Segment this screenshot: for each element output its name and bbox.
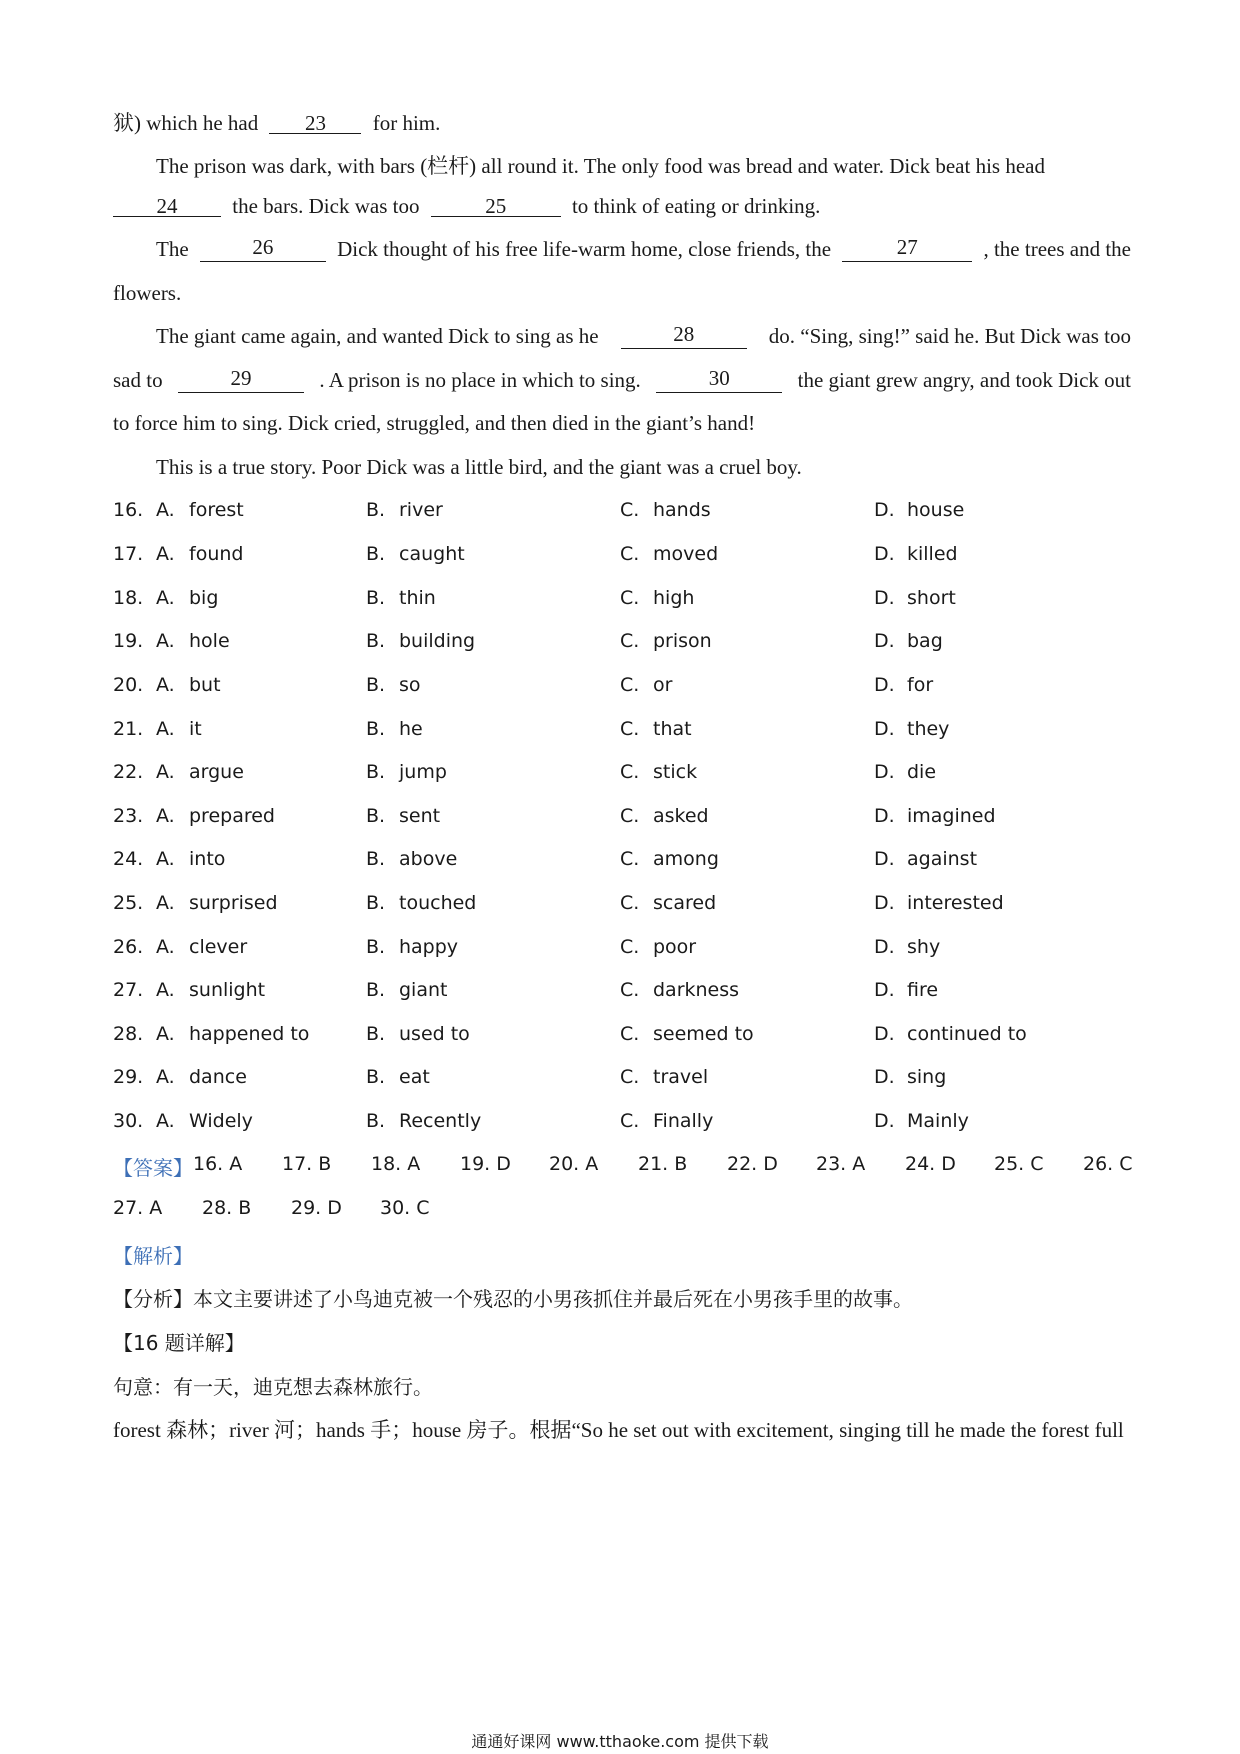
option-letter: A. — [156, 543, 175, 565]
answer-item: 30. C — [380, 1197, 430, 1219]
text-segment: the bars. Dick was too — [232, 194, 420, 218]
option-text: scared — [653, 892, 717, 914]
option-text: stick — [653, 761, 698, 783]
text-segment: sad to — [113, 368, 163, 392]
option-text: interested — [907, 892, 1004, 914]
option-text: among — [653, 848, 719, 870]
option-text: dance — [189, 1066, 247, 1088]
option-text: that — [653, 718, 692, 740]
option-letter: B. — [366, 936, 386, 958]
question-number: 29. — [113, 1066, 144, 1088]
option-c — [620, 979, 739, 1001]
option-d — [874, 1066, 946, 1088]
option-text: Recently — [399, 1110, 482, 1132]
q16-detail-line — [113, 1414, 1131, 1444]
option-text: prison — [653, 630, 712, 652]
option-letter: C. — [620, 674, 640, 696]
passage-line-9 — [156, 455, 1131, 480]
option-letter: A. — [156, 892, 175, 914]
option-c — [620, 543, 718, 565]
option-d — [874, 936, 940, 958]
option-letter: C. — [620, 848, 640, 870]
option-letter: A. — [156, 761, 175, 783]
option-text: house — [907, 499, 965, 521]
option-b — [366, 1066, 430, 1088]
option-c — [620, 1066, 708, 1088]
option-text: above — [399, 848, 458, 870]
option-letter: D. — [874, 543, 895, 565]
option-a — [156, 630, 230, 652]
option-letter: D. — [874, 892, 895, 914]
option-letter: D. — [874, 1066, 895, 1088]
option-b — [366, 499, 443, 521]
blank-29: 29 — [178, 368, 304, 393]
option-letter: D. — [874, 936, 895, 958]
option-text: sunlight — [189, 979, 266, 1001]
option-letter: A. — [156, 1023, 175, 1045]
option-text: killed — [907, 543, 958, 565]
option-letter: D. — [874, 674, 895, 696]
option-letter: A. — [156, 630, 175, 652]
question-number: 17. — [113, 543, 144, 565]
option-c — [620, 718, 692, 740]
answer-item: 21. B — [638, 1153, 688, 1175]
option-b — [366, 1110, 481, 1132]
option-text: seemed to — [653, 1023, 754, 1045]
option-text: shy — [907, 936, 941, 958]
option-letter: C. — [620, 499, 640, 521]
answer-item: 20. A — [549, 1153, 599, 1175]
option-d — [874, 979, 938, 1001]
option-b — [366, 1023, 470, 1045]
option-letter: A. — [156, 718, 175, 740]
option-letter: D. — [874, 499, 895, 521]
option-letter: C. — [620, 630, 640, 652]
answer-item: 25. C — [994, 1153, 1044, 1175]
text-segment: to think of eating or drinking. — [571, 194, 821, 218]
option-text: happy — [399, 936, 459, 958]
question-number: 25. — [113, 892, 144, 914]
option-b — [366, 674, 421, 696]
option-letter: D. — [874, 805, 895, 827]
answer-item: 28. B — [202, 1197, 252, 1219]
answer-item: 24. D — [905, 1153, 956, 1175]
option-text: into — [189, 848, 226, 870]
option-b — [366, 543, 465, 565]
option-letter: C. — [620, 543, 640, 565]
option-text: argue — [189, 761, 244, 783]
option-text: short — [907, 587, 956, 609]
question-number: 16. — [113, 499, 144, 521]
option-letter: C. — [620, 979, 640, 1001]
option-b — [366, 761, 447, 783]
blank-28: 28 — [621, 324, 747, 349]
option-text: sing — [907, 1066, 947, 1088]
option-c — [620, 1023, 754, 1045]
option-text: or — [653, 674, 673, 696]
option-c — [620, 630, 712, 652]
passage-line-7 — [113, 368, 1131, 393]
option-text: eat — [399, 1066, 430, 1088]
option-text: darkness — [653, 979, 740, 1001]
option-letter: B. — [366, 630, 386, 652]
blank-24: 24 — [113, 196, 221, 217]
option-text: river — [399, 499, 443, 521]
option-d — [874, 674, 933, 696]
option-c — [620, 761, 697, 783]
answer-item: 19. D — [460, 1153, 511, 1175]
option-letter: C. — [620, 805, 640, 827]
option-text: forest — [189, 499, 244, 521]
option-text: imagined — [907, 805, 996, 827]
passage-line-8 — [113, 411, 1131, 436]
option-c — [620, 674, 672, 696]
option-a — [156, 1023, 309, 1045]
text-segment: . A prison is no place in which to sing. — [319, 368, 641, 392]
answer-item: 18. A — [371, 1153, 421, 1175]
text-segment: the giant grew angry, and took Dick out — [797, 368, 1131, 392]
question-number: 19. — [113, 630, 144, 652]
option-letter: D. — [874, 630, 895, 652]
text-segment: flowers. — [113, 281, 182, 305]
option-text: against — [907, 848, 978, 870]
option-text: travel — [653, 1066, 709, 1088]
blank-27: 27 — [842, 237, 972, 262]
option-text: he — [399, 718, 423, 740]
option-text: surprised — [189, 892, 278, 914]
text-segment: 狱) which he had — [113, 111, 259, 135]
answer-item: 23. A — [816, 1153, 866, 1175]
option-letter: C. — [620, 718, 640, 740]
option-letter: B. — [366, 543, 386, 565]
question-number: 23. — [113, 805, 144, 827]
option-a — [156, 936, 247, 958]
option-letter: B. — [366, 761, 386, 783]
option-b — [366, 718, 423, 740]
question-number: 21. — [113, 718, 144, 740]
text-segment: Dick thought of his free life-warm home, close friends, the — [337, 237, 832, 261]
option-b — [366, 936, 458, 958]
option-text: bag — [907, 630, 943, 652]
passage-line-3 — [113, 194, 1131, 219]
option-d — [874, 848, 977, 870]
option-letter: C. — [620, 587, 640, 609]
option-text: fire — [907, 979, 939, 1001]
option-c — [620, 499, 711, 521]
option-letter: C. — [620, 1066, 640, 1088]
option-letter: D. — [874, 587, 895, 609]
option-b — [366, 805, 440, 827]
passage-line-4 — [156, 237, 1131, 262]
question-number: 20. — [113, 674, 144, 696]
option-letter: D. — [874, 1110, 895, 1132]
option-c — [620, 936, 696, 958]
text-segment: The prison was dark, with bars (栏杆) all round it. The only food was bread and water. Dick beat his head — [156, 154, 1045, 178]
option-c — [620, 892, 716, 914]
option-letter: B. — [366, 499, 386, 521]
text-segment: The giant came again, and wanted Dick to sing as he — [156, 324, 599, 348]
option-letter: A. — [156, 979, 175, 1001]
text-segment: to force him to sing. Dick cried, struggled, and then died in the giant’s hand! — [113, 411, 756, 435]
option-a — [156, 1110, 253, 1132]
option-c — [620, 1110, 713, 1132]
option-text: continued to — [907, 1023, 1027, 1045]
option-text: thin — [399, 587, 436, 609]
option-text: Mainly — [907, 1110, 969, 1132]
option-letter: A. — [156, 674, 175, 696]
option-text: big — [189, 587, 219, 609]
option-letter: C. — [620, 1110, 640, 1132]
option-letter: A. — [156, 587, 175, 609]
option-text: they — [907, 718, 950, 740]
text-segment: for him. — [372, 111, 441, 135]
option-letter: D. — [874, 1023, 895, 1045]
option-letter: D. — [874, 979, 895, 1001]
answer-label: 【答案】 — [113, 1156, 193, 1180]
option-letter: A. — [156, 1066, 175, 1088]
option-text: found — [189, 543, 244, 565]
option-letter: A. — [156, 805, 175, 827]
question-number: 27. — [113, 979, 144, 1001]
option-text: moved — [653, 543, 719, 565]
option-letter: B. — [366, 848, 386, 870]
blank-26: 26 — [200, 237, 326, 262]
option-d — [874, 805, 996, 827]
option-text: used to — [399, 1023, 470, 1045]
option-letter: B. — [366, 1110, 386, 1132]
option-d — [874, 892, 1004, 914]
option-text: for — [907, 674, 934, 696]
analysis-label: 【解析】 — [113, 1244, 193, 1268]
option-text: Widely — [189, 1110, 253, 1132]
option-b — [366, 630, 475, 652]
answer-item: 29. D — [291, 1197, 342, 1219]
answer-item: 22. D — [727, 1153, 778, 1175]
page-footer: 通通好课网 www.tthaoke.com 提供下载 — [471, 1732, 769, 1751]
analysis-summary: 【分析】本文主要讲述了小鸟迪克被一个残忍的小男孩抓住并最后死在小男孩手里的故事。 — [113, 1287, 913, 1311]
passage-line-2 — [156, 150, 1131, 180]
option-text: Finally — [653, 1110, 714, 1132]
option-a — [156, 674, 221, 696]
option-d — [874, 499, 964, 521]
option-text: asked — [653, 805, 709, 827]
option-b — [366, 848, 457, 870]
option-text: prepared — [189, 805, 275, 827]
option-text: poor — [653, 936, 697, 958]
option-letter: B. — [366, 805, 386, 827]
answer-item: 17. B — [282, 1153, 332, 1175]
option-text: giant — [399, 979, 448, 1001]
option-text: building — [399, 630, 476, 652]
question-number: 24. — [113, 848, 144, 870]
option-b — [366, 892, 476, 914]
text-segment: , the trees and the — [983, 237, 1131, 261]
option-letter: B. — [366, 979, 386, 1001]
option-letter: B. — [366, 718, 386, 740]
blank-30: 30 — [656, 368, 782, 393]
text-segment: This is a true story. Poor Dick was a little bird, and the giant was a cruel boy. — [156, 455, 802, 479]
option-letter: B. — [366, 674, 386, 696]
option-letter: A. — [156, 1110, 175, 1132]
question-number: 18. — [113, 587, 144, 609]
option-letter: B. — [366, 587, 386, 609]
question-number: 30. — [113, 1110, 144, 1132]
question-number: 28. — [113, 1023, 144, 1045]
option-d — [874, 718, 949, 740]
q16-title: 【16 题详解】 — [113, 1331, 245, 1355]
option-letter: B. — [366, 1023, 386, 1045]
option-text: caught — [399, 543, 465, 565]
option-c — [620, 587, 694, 609]
question-number: 22. — [113, 761, 144, 783]
option-b — [366, 587, 436, 609]
passage-line-1 — [113, 107, 1131, 137]
passage-line-6 — [156, 324, 1131, 349]
option-d — [874, 543, 958, 565]
option-letter: C. — [620, 761, 640, 783]
option-letter: C. — [620, 892, 640, 914]
option-text: but — [189, 674, 221, 696]
option-text: clever — [189, 936, 248, 958]
option-text: high — [653, 587, 695, 609]
q16-detail: forest 森林；river 河；hands 手；house 房子。根据“So he set out with excitement, singing till he made the forest full — [113, 1418, 1124, 1442]
question-number: 26. — [113, 936, 144, 958]
option-a — [156, 718, 202, 740]
answer-item: 27. A — [113, 1197, 163, 1219]
option-letter: B. — [366, 892, 386, 914]
option-a — [156, 587, 218, 609]
option-text: hands — [653, 499, 711, 521]
option-d — [874, 1023, 1027, 1045]
option-letter: B. — [366, 1066, 386, 1088]
blank-25: 25 — [431, 196, 561, 217]
q-row — [0, 499, 1, 500]
option-letter: A. — [156, 499, 175, 521]
option-text: so — [399, 674, 421, 696]
option-c — [620, 805, 709, 827]
option-letter: D. — [874, 761, 895, 783]
passage-line-5 — [113, 281, 1131, 306]
text-segment: do. “Sing, sing!” said he. But Dick was too — [768, 324, 1131, 348]
option-text: it — [189, 718, 202, 740]
option-text: jump — [399, 761, 447, 783]
option-c — [620, 848, 719, 870]
option-a — [156, 805, 275, 827]
text-segment: The — [156, 237, 189, 261]
option-letter: A. — [156, 936, 175, 958]
option-d — [874, 587, 956, 609]
option-a — [156, 1066, 247, 1088]
option-a — [156, 979, 265, 1001]
option-a — [156, 761, 244, 783]
option-d — [874, 630, 943, 652]
option-a — [156, 892, 278, 914]
option-letter: C. — [620, 1023, 640, 1045]
option-a — [156, 499, 244, 521]
option-letter: D. — [874, 718, 895, 740]
option-a — [156, 543, 243, 565]
option-letter: D. — [874, 848, 895, 870]
option-d — [874, 1110, 969, 1132]
option-text: die — [907, 761, 937, 783]
answer-item: 26. C — [1083, 1153, 1133, 1175]
q16-meaning: 句意：有一天，迪克想去森林旅行。 — [113, 1375, 433, 1399]
option-text: happened to — [189, 1023, 310, 1045]
option-letter: C. — [620, 936, 640, 958]
answer-item: 16. A — [193, 1153, 243, 1175]
option-letter: A. — [156, 848, 175, 870]
option-a — [156, 848, 225, 870]
option-text: hole — [189, 630, 230, 652]
option-text: sent — [399, 805, 441, 827]
blank-23: 23 — [269, 113, 361, 134]
option-text: touched — [399, 892, 477, 914]
option-d — [874, 761, 936, 783]
option-b — [366, 979, 447, 1001]
